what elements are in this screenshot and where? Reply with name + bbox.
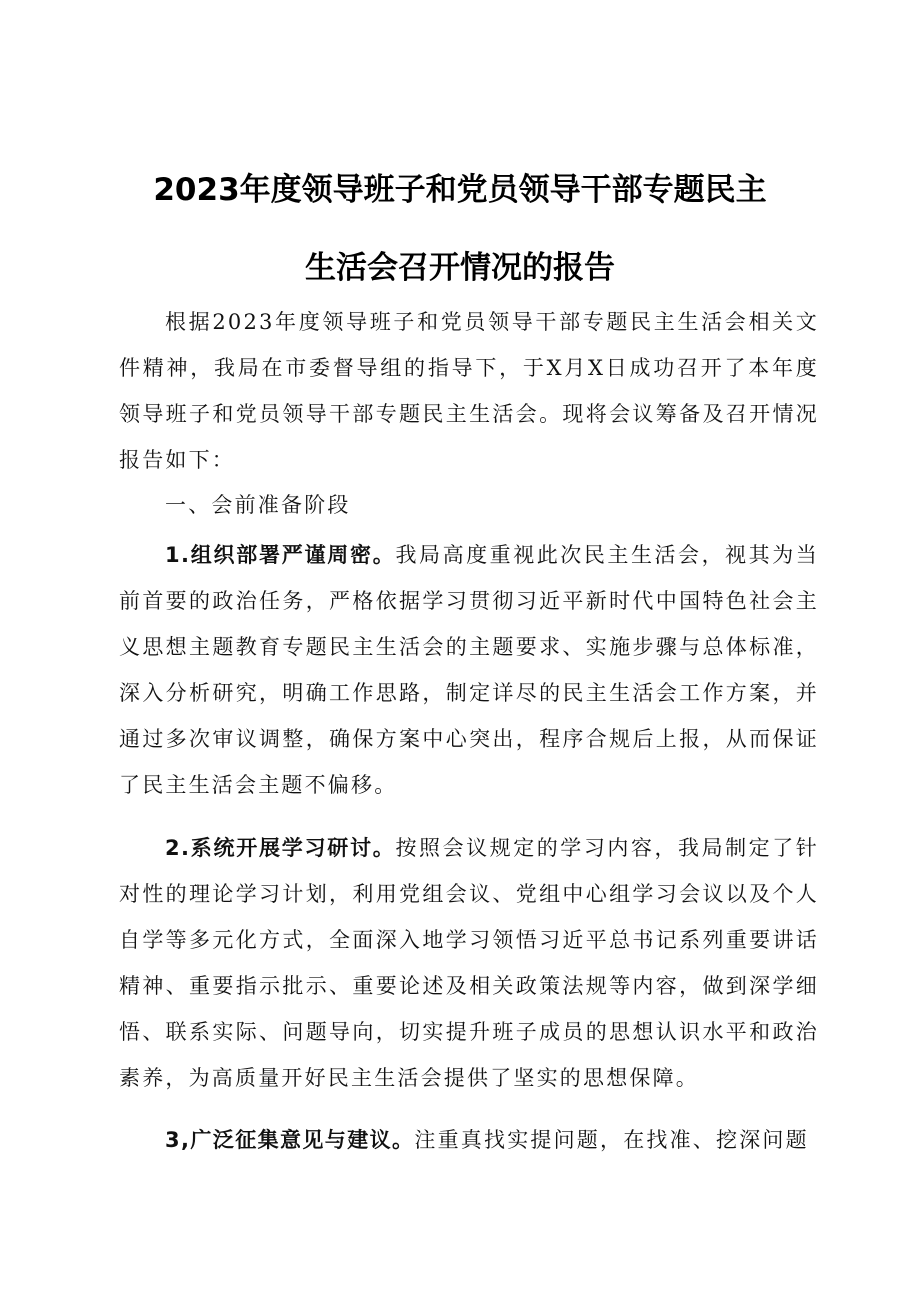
item-1-paragraph — [119, 532, 819, 808]
section-1-heading — [119, 482, 819, 528]
item-2-number: 2. — [165, 836, 191, 860]
item-3-text: 注重真找实提问题，在找准、挖深问题 — [414, 1128, 809, 1152]
section-1-heading-text: 一、会前准备阶段 — [165, 493, 351, 517]
document-title-line-2: 生活会召开情况的报告 — [305, 250, 615, 286]
item-3-paragraph — [119, 1117, 819, 1163]
item-2-lead: 系统开展学习研讨。 — [190, 836, 396, 860]
item-1-lead: 组织部署严谨周密。 — [190, 543, 396, 567]
item-1-number: 1. — [165, 543, 191, 567]
document-title-line-1: 2023年度领导班子和党员领导干部专题民主 — [153, 172, 767, 208]
item-1-text: 我局高度重视此次民主生活会，视其为当前首要的政治任务，严格依据学习贯彻习近平新时代中国特色社会主义思想主题教育专题民主生活会的主题要求、实施步骤与总体标准，深入分析研究，明确工作思路，制定详尽的民主生活会工作方案，并通过多次审议调整，确保方案中心突出，程序合规后上报，从而保证了民主生活会主题不偏移。 — [119, 543, 819, 797]
item-3-number: 3, — [165, 1128, 191, 1152]
intro-text: 根据2023年度领导班子和党员领导干部专题民主生活会相关文件精神，我局在市委督导组的指导下，于X月X日成功召开了本年度领导班子和党员领导干部专题民主生活会。现将会议筹备及召开情况报告如下： — [119, 310, 819, 472]
item-2-paragraph — [119, 825, 819, 1101]
item-2-text: 按照会议规定的学习内容，我局制定了针对性的理论学习计划，利用党组会议、党组中心组学习会议以及个人自学等多元化方式，全面深入地学习领悟习近平总书记系列重要讲话精神、重要指示批示、重要论述及相关政策法规等内容，做到深学细悟、联系实际、问题导向，切实提升班子成员的思想认识水平和政治素养，为高质量开好民主生活会提供了坚实的思想保障。 — [119, 836, 819, 1090]
intro-paragraph — [119, 299, 819, 483]
item-3-lead: 广泛征集意见与建议。 — [190, 1128, 415, 1152]
